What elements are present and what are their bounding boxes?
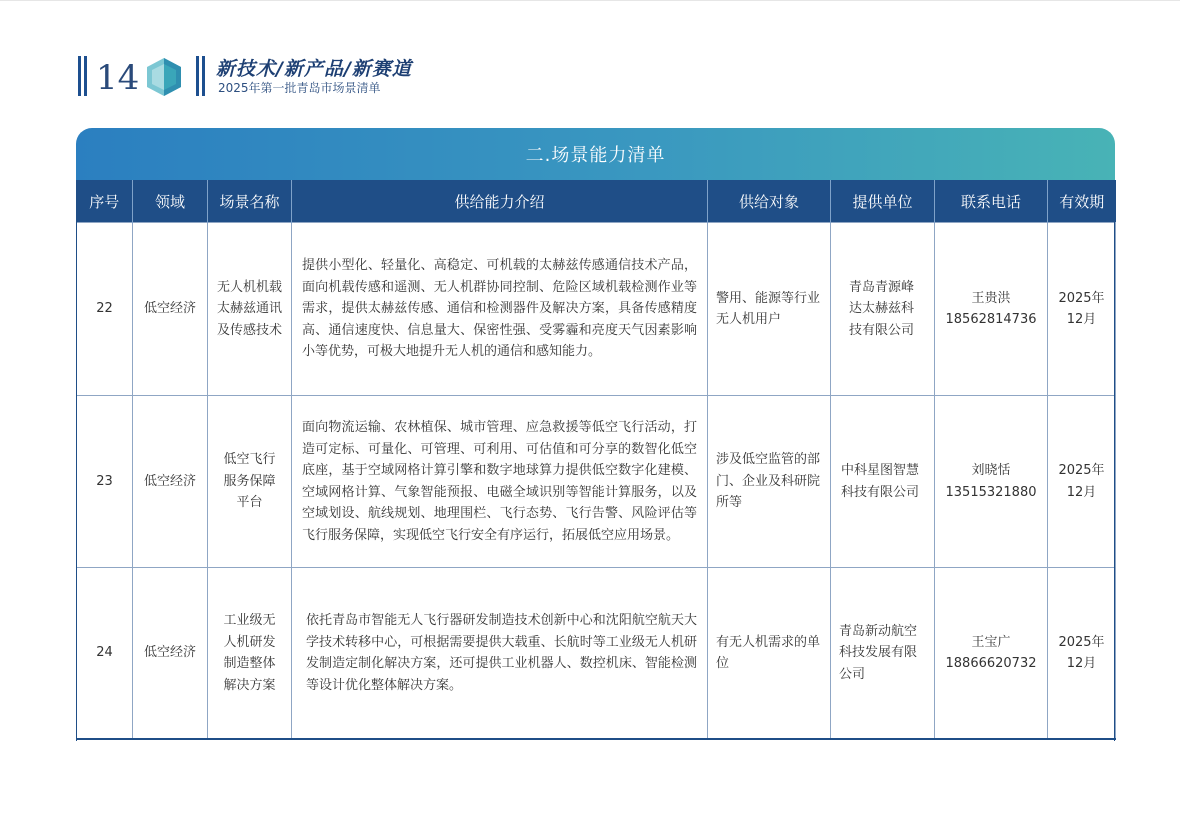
row-provider: 青岛青源峰达太赫兹科技有限公司 — [831, 223, 935, 396]
hexagon-logo-icon — [146, 57, 182, 97]
row-scene: 工业级无人机研发制造整体解决方案 — [208, 568, 292, 740]
column-header-contact: 联系电话 — [935, 180, 1048, 223]
column-header-desc: 供给能力介绍 — [292, 180, 708, 223]
column-header-scene: 场景名称 — [208, 180, 292, 223]
row-description: 面向物流运输、农林植保、城市管理、应急救援等低空飞行活动，打造可定标、可量化、可管理、可利用、可估值和可分享的数智化低空底座，基于空域网格计算引擎和数字地球算力提供低空数字化建模、空域网格计算、气象智能预报、电磁全域识别等智能计算服务，以及空域划设、航线规划、地理围栏、飞行态势、飞行告警、风险评估等飞行服务保障，实现低空飞行安全有序运行，拓展低空应用场景。 — [292, 396, 708, 568]
row-number: 24 — [77, 568, 133, 740]
row-field: 低空经济 — [133, 568, 208, 740]
row-number: 23 — [77, 396, 133, 568]
contact-name: 王宝广 — [971, 634, 1011, 650]
row-validity: 2025年12月 — [1048, 396, 1116, 568]
document-title: 新技术/新产品/新赛道 — [216, 58, 412, 80]
row-target: 警用、能源等行业无人机用户 — [708, 223, 831, 396]
row-field: 低空经济 — [133, 223, 208, 396]
column-header-target: 供给对象 — [708, 180, 831, 223]
column-header-provider: 提供单位 — [831, 180, 935, 223]
row-provider: 青岛新动航空科技发展有限公司 — [831, 568, 935, 740]
contact-phone: 13515321880 — [945, 484, 1037, 500]
header-bar-right-1 — [196, 56, 199, 96]
document-subtitle: 2025年第一批青岛市场景清单 — [218, 81, 381, 95]
section-title: 二.场景能力清单 — [525, 145, 666, 166]
row-provider: 中科星图智慧科技有限公司 — [831, 396, 935, 568]
row-scene: 低空飞行服务保障平台 — [208, 396, 292, 568]
top-border — [0, 0, 1180, 1]
table-outline-right — [1114, 180, 1115, 741]
table-outline-left — [76, 180, 77, 741]
row-scene: 无人机机载太赫兹通讯及传感技术 — [208, 223, 292, 396]
row-target: 有无人机需求的单位 — [708, 568, 831, 740]
contact-phone: 18866620732 — [945, 656, 1037, 671]
column-header-no: 序号 — [77, 180, 133, 223]
row-description: 依托青岛市智能无人飞行器研发制造技术创新中心和沈阳航空航天大学技术转移中心，可根据需要提供大载重、长航时等工业级无人机研发制造定制化解决方案，还可提供工业机器人、数控机床、智能检测等设计优化整体解决方案。 — [292, 568, 708, 740]
header-bar-left-1 — [78, 56, 81, 96]
row-validity: 2025年12月 — [1048, 223, 1116, 396]
row-contact — [935, 396, 1048, 568]
row-contact — [935, 223, 1048, 396]
contact-phone: 18562814736 — [945, 312, 1037, 327]
scene-capability-table — [76, 180, 1116, 740]
table-row — [77, 568, 1116, 740]
row-field: 低空经济 — [133, 396, 208, 568]
section-banner — [76, 128, 1115, 180]
table-header-row — [77, 180, 1116, 223]
table-row — [77, 223, 1116, 396]
column-header-validity: 有效期 — [1048, 180, 1116, 223]
row-validity: 2025年12月 — [1048, 568, 1116, 740]
row-number: 22 — [77, 223, 133, 396]
contact-name: 刘晓恬 — [971, 463, 1011, 478]
column-header-field: 领域 — [133, 180, 208, 223]
page-number: 14 — [96, 58, 140, 98]
contact-name: 王贵洪 — [971, 290, 1011, 306]
header-bar-left-2 — [84, 56, 87, 96]
header-bar-right-2 — [202, 56, 205, 96]
row-contact — [935, 568, 1048, 740]
table-row — [77, 396, 1116, 568]
row-target: 涉及低空监管的部门、企业及科研院所等 — [708, 396, 831, 568]
row-description: 提供小型化、轻量化、高稳定、可机载的太赫兹传感通信技术产品，面向机载传感和遥测、无人机群协同控制、危险区域机载检测作业等需求，提供太赫兹传感、通信和检测器件及解决方案，具备传感精度高、通信速度快、信息量大、保密性强、受雾霾和亮度天气因素影响小等优势，可极大地提升无人机的通信和感知能力。 — [292, 223, 708, 396]
